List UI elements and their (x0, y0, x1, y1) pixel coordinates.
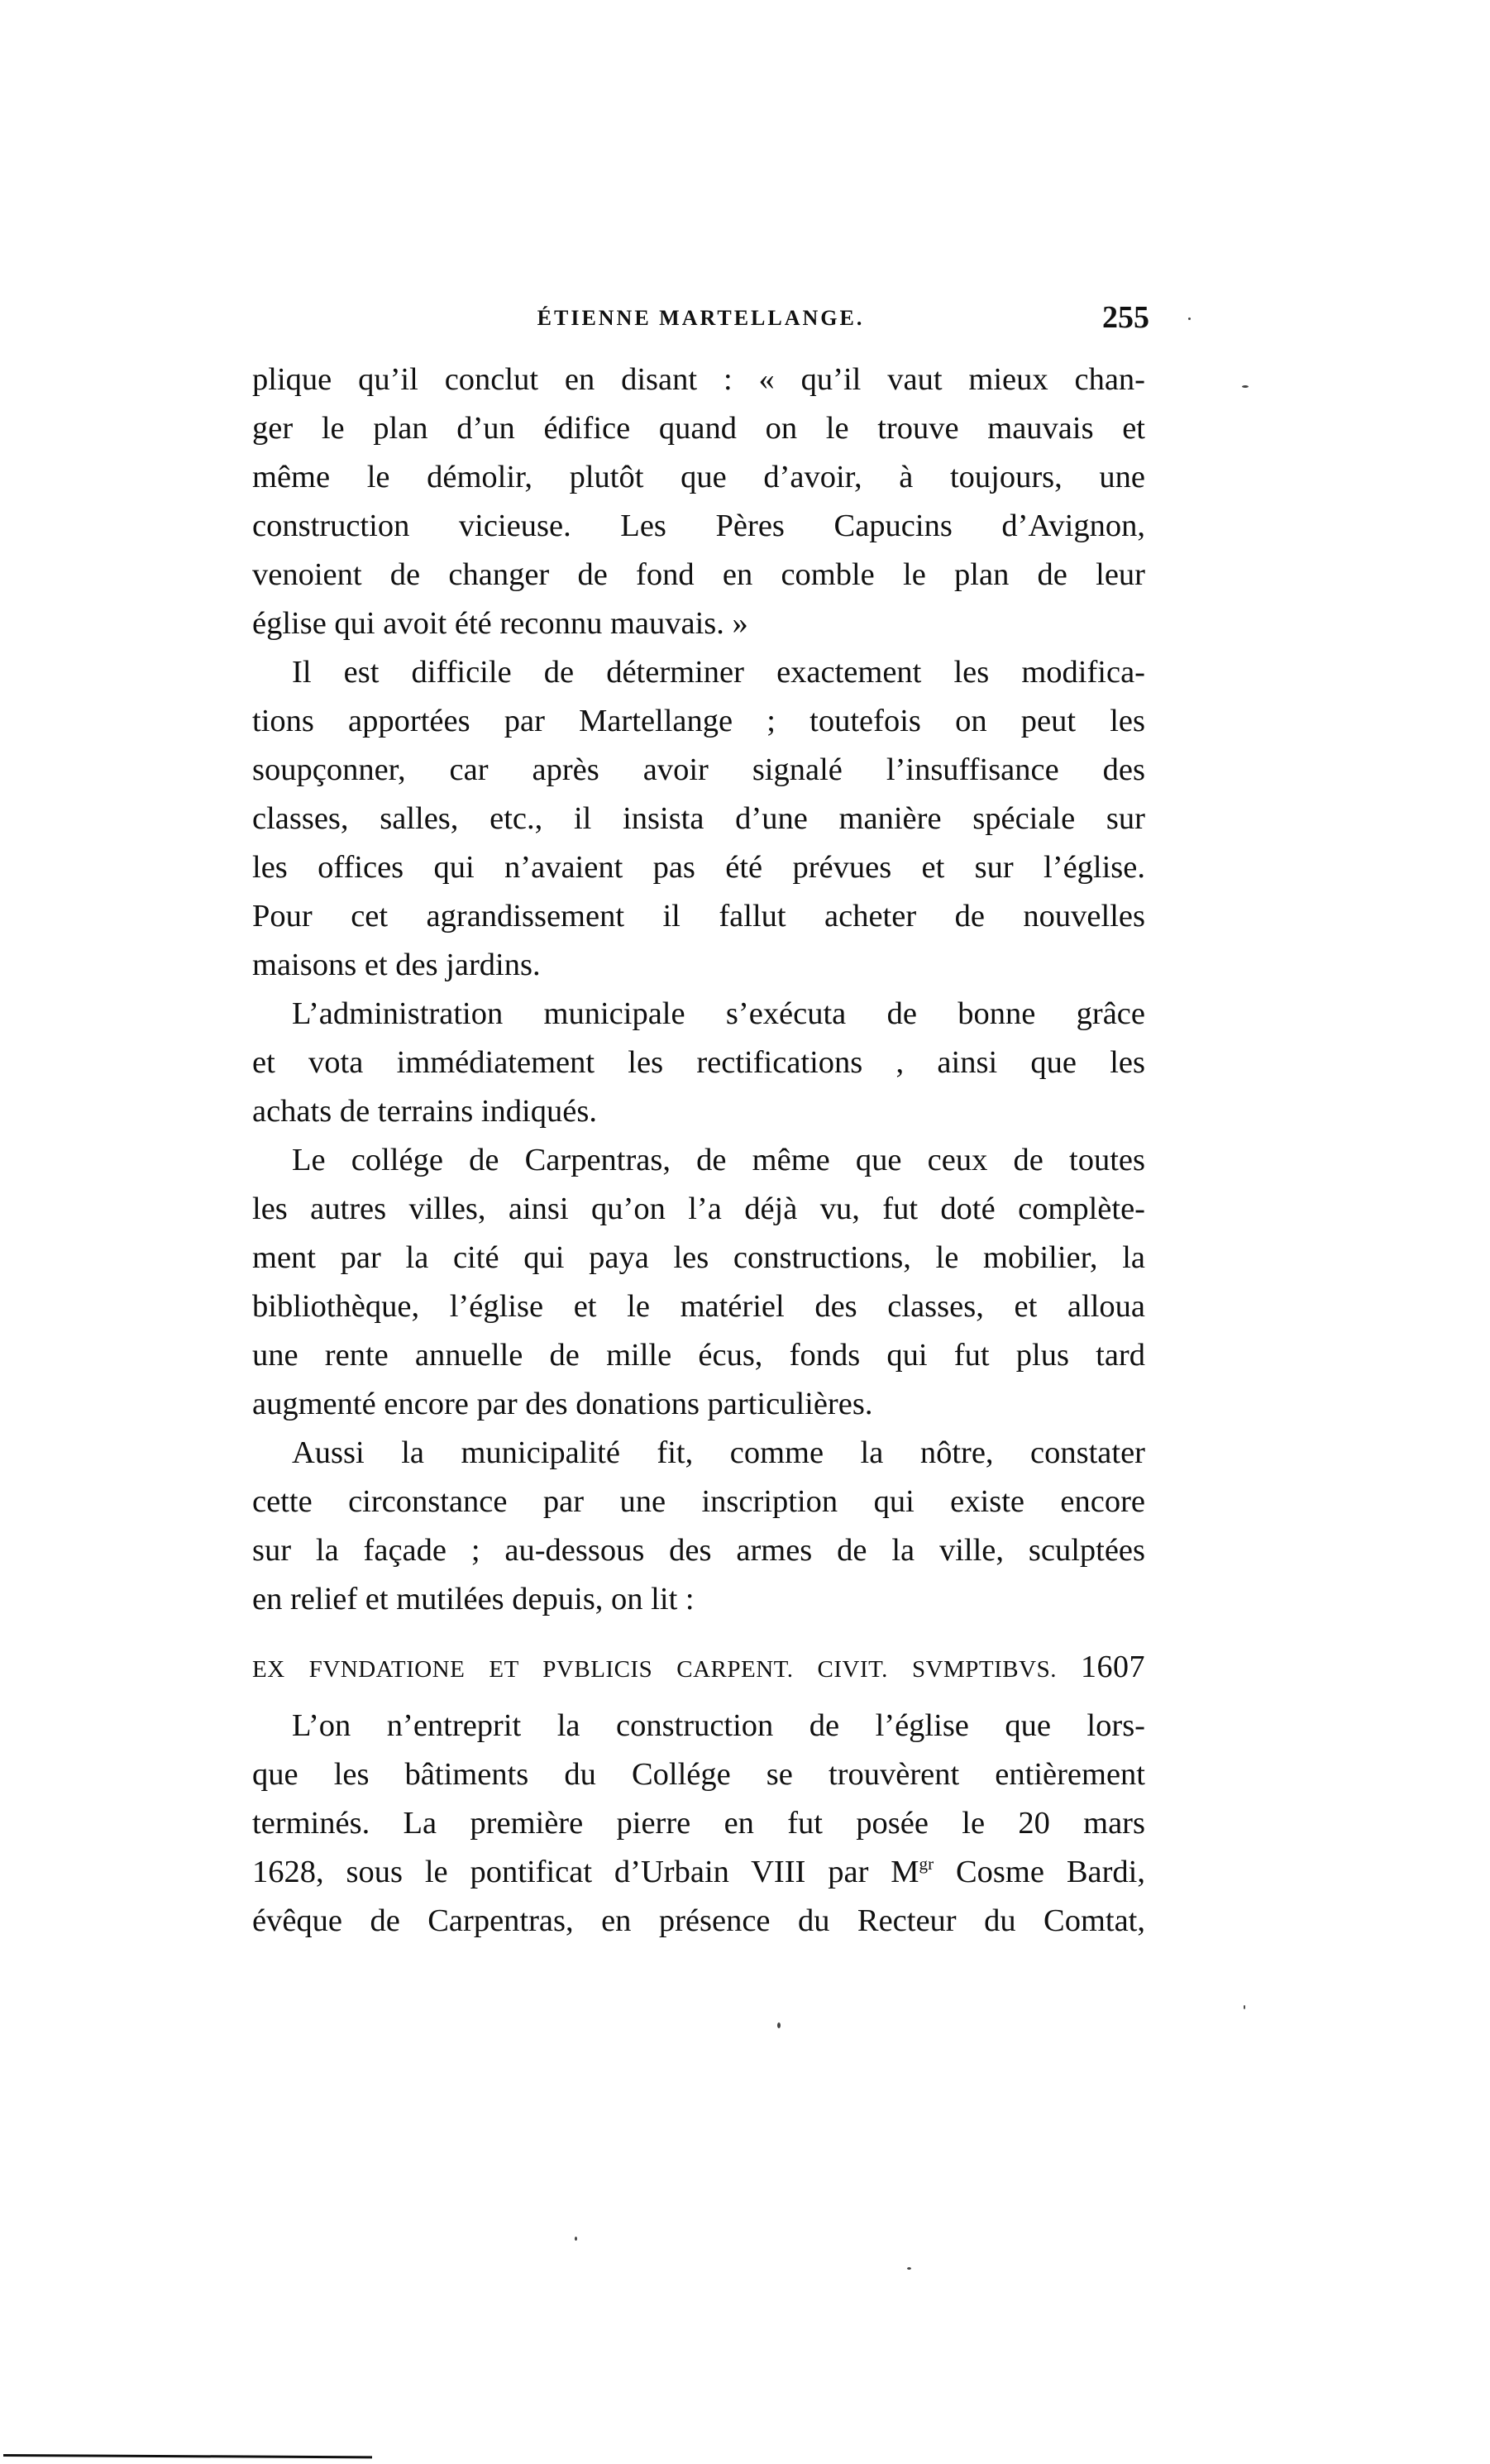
text-line: L’on n’entreprit la construction de l’église que lors- (292, 1708, 1145, 1743)
scan-speck (907, 2267, 911, 2270)
text-line: une rente annuelle de mille écus, fonds qui fut plus tard (252, 1338, 1145, 1373)
paragraph-college (252, 1136, 1145, 1429)
paragraph-church (252, 1702, 1145, 1946)
paragraph-administration (252, 990, 1145, 1136)
running-title: ÉTIENNE MARTELLANGE. (537, 306, 865, 330)
text-line: venoient de changer de fond en comble le plan de leur (252, 557, 1145, 592)
inscription (252, 1644, 1145, 1690)
text-segment: Cosme Bardi, (934, 1855, 1145, 1889)
text-line: classes, salles, etc., il insista d’une manière spéciale sur (252, 801, 1145, 836)
text-line: ger le plan d’un édifice quand on le trouve mauvais et (252, 411, 1145, 446)
scan-speck (1244, 2005, 1245, 2009)
paragraph-municipality (252, 1429, 1145, 1624)
superscript-abbreviation: gr (919, 1854, 934, 1874)
scan-speck (1188, 318, 1191, 320)
text-line: achats de terrains indiqués. (252, 1094, 597, 1129)
scan-speck (575, 2237, 577, 2241)
text-line: Il est difficile de déterminer exactement les modifica- (292, 655, 1145, 690)
text-line: tions apportées par Martellange ; toutefois on peut les (252, 704, 1145, 738)
text-line: les offices qui n’avaient pas été prévues et sur l’église. (252, 850, 1145, 885)
text-line: Le collége de Carpentras, de même que ceux de toutes (292, 1143, 1145, 1177)
text-line: augmenté encore par des donations particulières. (252, 1387, 873, 1421)
text-line: même le démolir, plutôt que d’avoir, à toujours, une (252, 460, 1145, 494)
text-line (252, 1848, 1145, 1897)
inscription-year: 1607 (1081, 1650, 1145, 1684)
text-line: église qui avoit été reconnu mauvais. » (252, 606, 748, 641)
text-line: soupçonner, car après avoir signalé l’insuffisance des (252, 752, 1145, 787)
inscription-text: EX FVNDATIONE ET PVBLICIS CARPENT. CIVIT. SVMPTIBVS. (252, 1656, 1057, 1683)
scan-edge-line (3, 2454, 372, 2458)
text-line: les autres villes, ainsi qu’on l’a déjà vu, fut doté complète- (252, 1191, 1145, 1226)
page-number: 255 (1102, 300, 1149, 335)
text-line: maisons et des jardins. (252, 948, 541, 982)
paragraph-modifications (252, 648, 1145, 990)
text-line: Pour cet agrandissement il fallut acheter de nouvelles (252, 899, 1145, 934)
text-line: que les bâtiments du Collége se trouvèrent entièrement (252, 1757, 1145, 1792)
text-line: ment par la cité qui paya les constructions, le mobilier, la (252, 1240, 1145, 1275)
text-line: évêque de Carpentras, en présence du Recteur du Comtat, (252, 1903, 1145, 1938)
scan-speck (1242, 385, 1249, 388)
text-line: construction vicieuse. Les Pères Capucins d’Avignon, (252, 509, 1145, 543)
text-line: sur la façade ; au-dessous des armes de la ville, sculptées (252, 1533, 1145, 1568)
body-text (252, 356, 1145, 1946)
text-line: L’administration municipale s’exécuta de bonne grâce (292, 996, 1145, 1031)
text-line: cette circonstance par une inscription qui existe encore (252, 1484, 1145, 1519)
text-line: Aussi la municipalité fit, comme la nôtre, constater (292, 1435, 1145, 1470)
text-segment: 1628, sous le pontificat d’Urbain VIII par M (252, 1855, 919, 1889)
text-line: terminés. La première pierre en fut posée le 20 mars (252, 1806, 1145, 1841)
text-line: plique qu’il conclut en disant : « qu’il vaut mieux chan- (252, 362, 1145, 397)
running-head (252, 299, 1149, 341)
text-line: et vota immédiatement les rectifications , ainsi que les (252, 1045, 1145, 1080)
text-line: bibliothèque, l’église et le matériel des classes, et alloua (252, 1289, 1145, 1324)
paragraph-quote-continuation (252, 356, 1145, 648)
text-line: en relief et mutilées depuis, on lit : (252, 1582, 695, 1616)
scan-speck (777, 2022, 781, 2028)
